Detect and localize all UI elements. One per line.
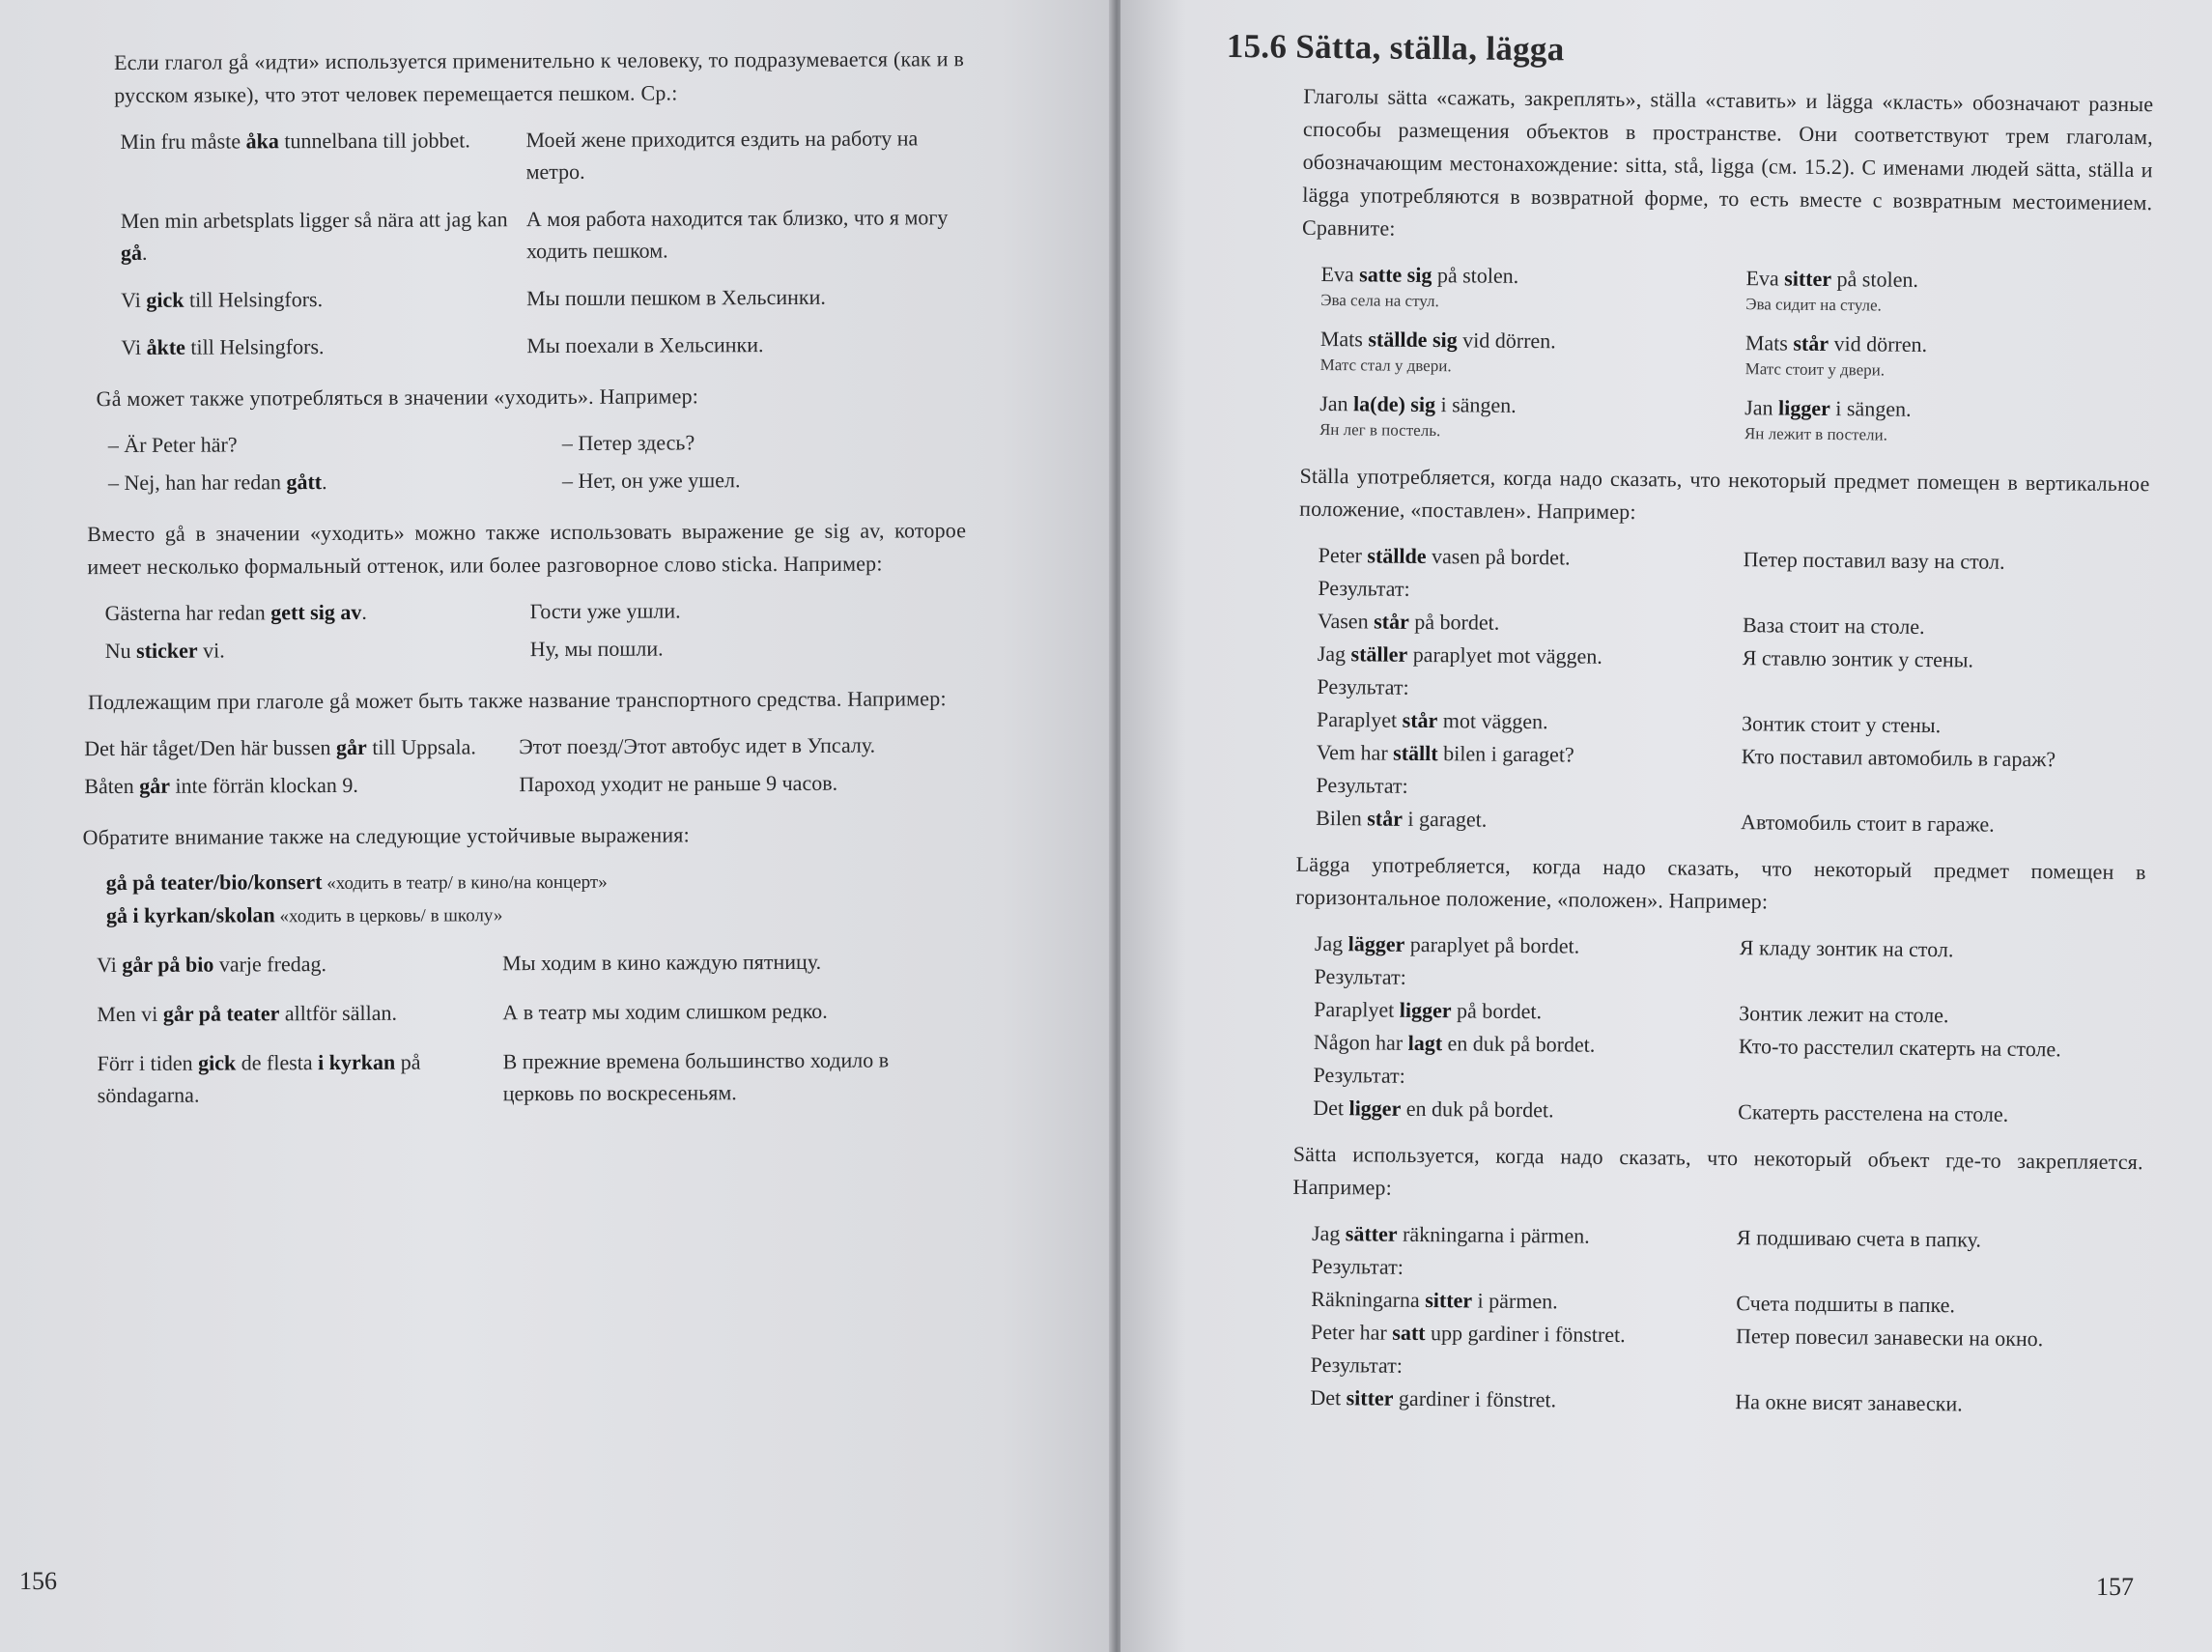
example-sw: Någon har lagt en duk på bordet. — [1313, 1029, 1596, 1057]
example-ru: Я подшиваю счета в папку. — [1736, 1225, 1982, 1252]
compare-right: Mats står vid dörren. Матс стоит у двери. — [1744, 330, 1928, 380]
compare-right: Jan ligger i sängen. Ян лежит в постели. — [1744, 395, 1912, 444]
example-sw: Jag lägger paraplyet på bordet. — [1314, 930, 1580, 958]
left-page-content — [82, 43, 969, 1130]
example-sw: Peter ställde vasen på bordet. — [1318, 542, 1571, 570]
example-block-3 — [104, 593, 966, 672]
example-sw: Paraplyet ligger på bordet. — [1314, 996, 1543, 1024]
right-page — [1120, 0, 2212, 1652]
paragraph-satta: Sätta используется, когда надо сказать, что некоторый объект где-то закрепляется. Например: — [1292, 1141, 2143, 1200]
example-satta — [1310, 1217, 2142, 1422]
example-block-2 — [108, 425, 966, 504]
example-ru: В прежние времена большинство ходило в церковь по воскресеньям. — [502, 1047, 890, 1106]
right-page-content — [1213, 27, 2154, 1436]
example-ru: Мы ходим в кино каждую пятницу. — [502, 949, 822, 976]
idiom-list — [106, 864, 968, 933]
example-sw: – Är Peter här? — [107, 432, 238, 458]
example-ru: – Нет, он уже ушел. — [561, 468, 741, 493]
page-number-right: 157 — [2096, 1573, 2134, 1601]
example-ru: На окне висят занавески. — [1735, 1389, 1963, 1416]
example-sw: Förr i tiden gick de flesta i kyrkan på söndagarna. — [97, 1049, 421, 1108]
example-ru: А в театр мы ходим слишком редко. — [502, 998, 828, 1025]
compare-block — [1319, 258, 2152, 454]
example-ru: Гости уже ушли. — [529, 598, 681, 624]
example-sw: Men min arbetsplats ligger så nära att jag kan gå. — [120, 207, 508, 265]
compare-left: Mats ställde sig vid dörren. Матс стал у двери. — [1319, 326, 1556, 376]
paragraph-ga-leave: Gå может также употребляться в значении «уходить». Например: — [96, 384, 699, 412]
result-label: Результат: — [1317, 673, 1409, 699]
example-block-5 — [97, 945, 969, 1117]
example-ru: Петер повесил занавески на окно. — [1735, 1324, 2044, 1352]
paragraph-stalla: Ställa употребляется, когда надо сказать, что некоторый предмет помещен в вертикальное положение, «поставлен». Например: — [1299, 463, 2150, 525]
example-ru: Ну, мы пошли. — [529, 636, 664, 662]
paragraph-transport: Подлежащим при глаголе gå может быть также название транспортного средства. Например: — [87, 686, 947, 715]
example-ru: Автомобиль стоит в гараже. — [1741, 810, 1995, 837]
example-ru: Моей жене приходится ездить на работу на метро. — [525, 126, 919, 185]
example-lagga — [1313, 927, 2145, 1132]
example-sw: Jag sätter räkningarna i pärmen. — [1311, 1220, 1590, 1248]
paragraph-idioms: Обратите внимание также на следующие устойчивые выражения: — [82, 822, 690, 850]
example-sw: Det här tåget/Den här bussen går till Uppsala. — [84, 734, 476, 761]
example-block-1 — [120, 122, 965, 369]
example-sw: Det ligger en duk på bordet. — [1313, 1095, 1554, 1123]
compare-left: Jan la(de) sig i sängen. Ян лег в постель. — [1319, 390, 1517, 441]
example-ru: Счета подшиты в папке. — [1736, 1291, 1956, 1318]
example-ru: Зонтик лежит на столе. — [1739, 1001, 1949, 1028]
result-label: Результат: — [1313, 1062, 1405, 1088]
example-ru: Мы поехали в Хельсинки. — [526, 332, 764, 358]
result-label: Результат: — [1314, 963, 1406, 989]
result-label: Результат: — [1310, 1352, 1404, 1378]
example-sw: Vasen står på bordet. — [1317, 608, 1500, 635]
example-sw: Peter har satt upp gardiner i fönstret. — [1310, 1319, 1626, 1348]
example-sw: – Nej, han har redan gått. — [107, 470, 327, 496]
example-sw: Vi går på bio varje fredag. — [97, 952, 326, 978]
example-ru: Мы пошли пешком в Хельсинки. — [526, 284, 826, 311]
result-label: Результат: — [1318, 575, 1410, 601]
example-ru: Этот поезд/Этот автобус идет в Упсалу. — [519, 732, 876, 759]
example-sw: Paraplyet står mot väggen. — [1317, 706, 1548, 734]
paragraph-intro: Глаголы sätta «сажать, закреплять», ställa «ставить» и lägga «класть» обозначают разные способы размещения объектов в пространстве. Они соответствуют трем глаголам, обозначающим местонахождение: sitta, stå, ligga (см. 15.2). С именами людей sätta, ställa и lägga употребляются в возвратной форме, то есть вместе с возвратным местоимением. Сравните: — [1301, 83, 2154, 241]
section-heading: 15.6 Sätta, ställa, lägga — [1226, 27, 1565, 69]
paragraph-ga-walk: Если глагол gå «идти» используется применительно к человеку, то подразумевается (как и в русском языке), что этот человек перемещается пешком. Ср.: — [114, 46, 965, 107]
example-ru: – Петер здесь? — [561, 430, 695, 455]
example-sw: Jag ställer paraplyet mot väggen. — [1317, 641, 1602, 669]
example-ru: Скатерть расстелена на столе. — [1738, 1099, 2009, 1126]
paragraph-ge-sig-av: Вместо gå в значении «уходить» можно также использовать выражение ge sig av, которое имеет несколько формальный оттенок, или более разговорное слово sticka. Например: — [87, 518, 967, 580]
example-sw: Det sitter gardiner i fönstret. — [1310, 1384, 1557, 1412]
example-sw: Räkningarna sitter i pärmen. — [1311, 1286, 1558, 1314]
example-sw: Nu sticker vi. — [104, 638, 225, 664]
example-sw: Båten går inte förrän klockan 9. — [84, 772, 358, 799]
example-stalla — [1316, 539, 2149, 842]
page-number-left: 156 — [19, 1567, 57, 1595]
compare-right: Eva sitter på stolen. Эва сидит на стуле. — [1745, 266, 1919, 315]
example-sw: Bilen står i garaget. — [1316, 805, 1488, 832]
compare-left: Eva satte sig på stolen. Эва села на стул. — [1320, 261, 1519, 311]
example-ru: Ваза стоит на столе. — [1742, 612, 1925, 639]
example-block-4 — [84, 728, 967, 808]
paragraph-lagga: Lägga употребляется, когда надо сказать, что некоторый предмет помещен в горизонтальное положение, «положен». Например: — [1295, 851, 2146, 914]
example-ru: Я кладу зонтик на стол. — [1739, 935, 1954, 962]
example-ru: Кто-то расстелил скатерть на столе. — [1738, 1034, 2061, 1062]
example-sw: Vi åkte till Helsingfors. — [121, 334, 325, 359]
example-sw: Gästerna har redan gett sig av. — [104, 599, 367, 626]
example-ru: Кто поставил автомобиль в гараж? — [1741, 744, 2056, 772]
result-label: Результат: — [1311, 1253, 1404, 1279]
example-ru: Пароход уходит не раньше 9 часов. — [519, 770, 838, 797]
example-ru: Зонтик стоит у стены. — [1741, 711, 1942, 738]
example-sw: Men vi går på teater alltför sällan. — [97, 1000, 398, 1027]
example-sw: Min fru måste åka tunnelbana till jobbet. — [120, 128, 470, 154]
example-ru: Петер поставил вазу на стол. — [1743, 547, 2005, 574]
result-label: Результат: — [1316, 772, 1408, 798]
example-ru: А моя работа находится так близко, что я могу ходить пешком. — [525, 205, 949, 264]
idiom-item: gå på teater/bio/konsert «ходить в театр/ в кино/на концерт» — [105, 869, 608, 896]
example-sw: Vi gick till Helsingfors. — [121, 287, 324, 312]
idiom-item: gå i kyrkan/skolan «ходить в церковь/ в школу» — [105, 902, 503, 928]
example-sw: Vem har ställt bilen i garaget? — [1316, 739, 1574, 767]
example-ru: Я ставлю зонтик у стены. — [1742, 645, 1974, 672]
